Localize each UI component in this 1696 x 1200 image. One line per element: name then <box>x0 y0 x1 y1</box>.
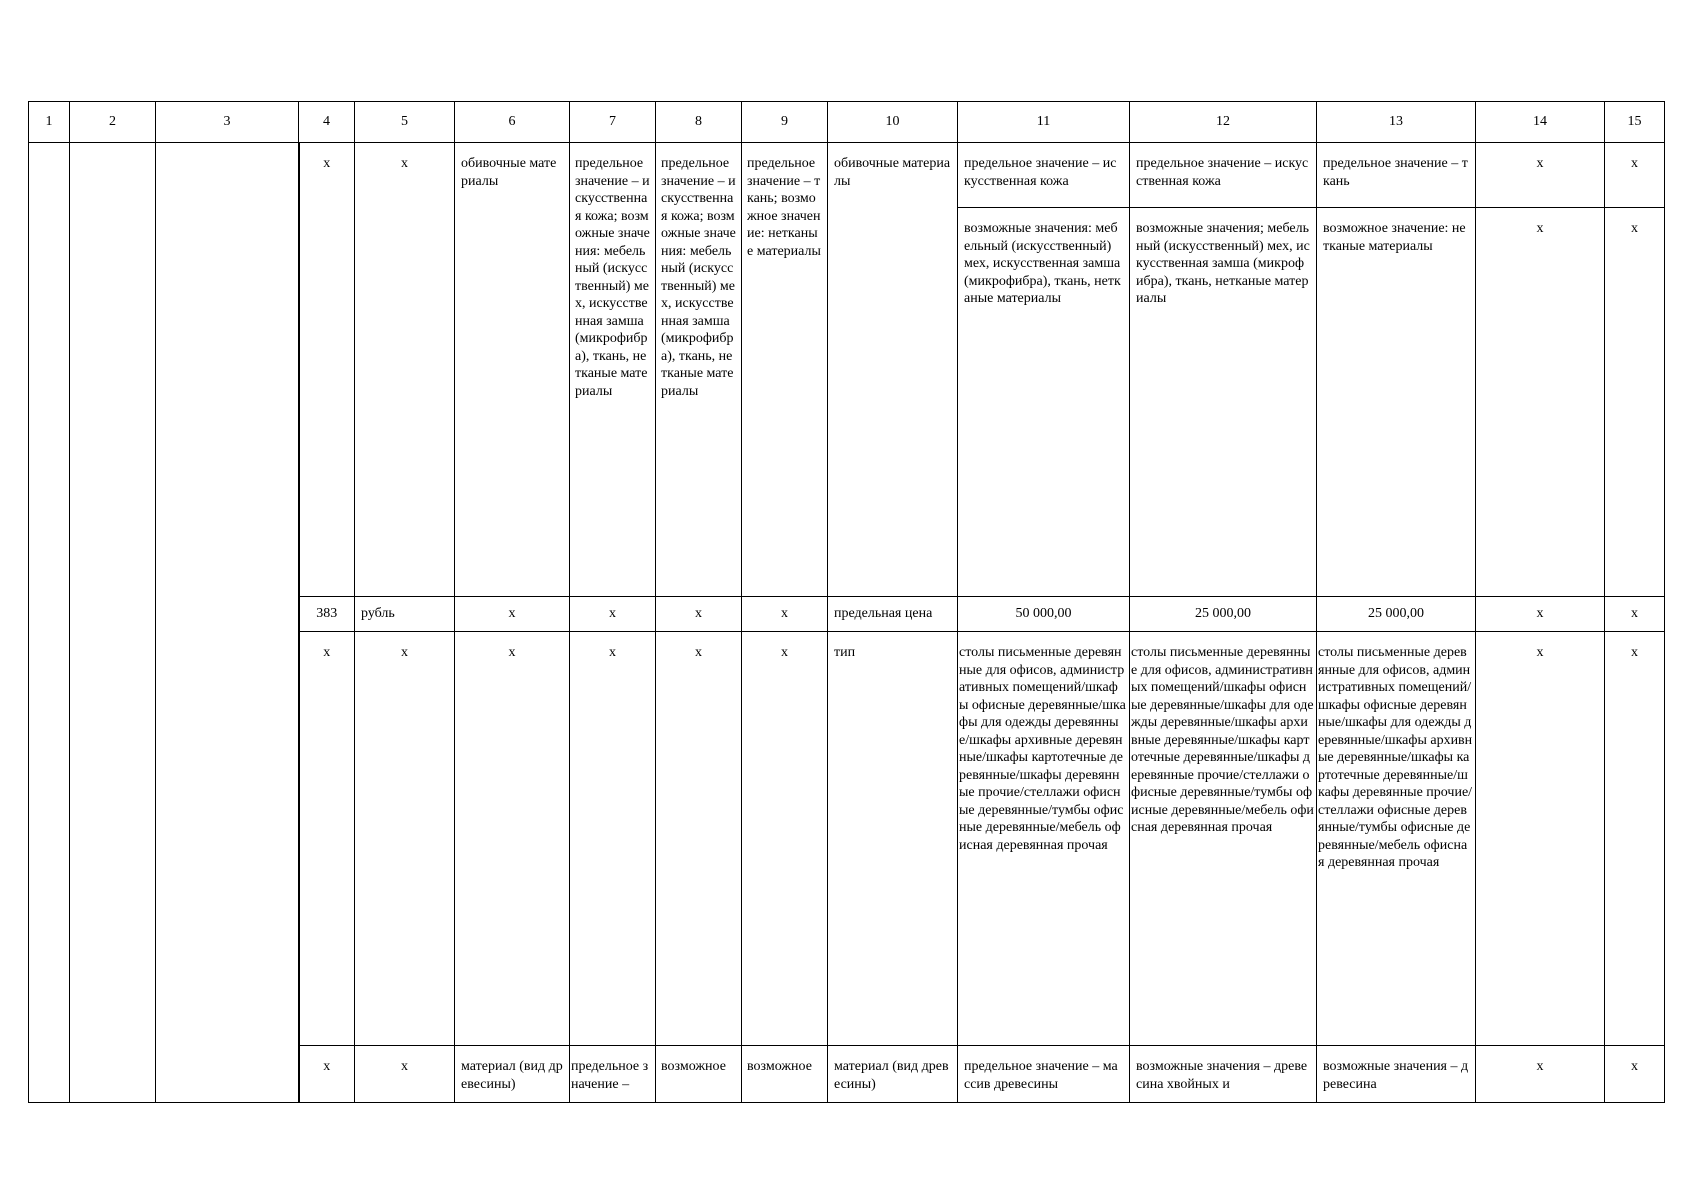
header-cell: 6 <box>455 102 570 143</box>
unit-name-cell: x <box>355 143 455 597</box>
value-cell: предельное значение – <box>570 1046 656 1103</box>
col3-merged-cell <box>156 143 299 1103</box>
value-cell: предельное значение – искусственная кожа <box>1130 143 1317 208</box>
unit-code-cell: x <box>299 143 355 597</box>
value-cell: предельное значение – ткань <box>1317 143 1476 208</box>
value-cell: возможные значения: мебельный (искусственный) мех, искусственная замша (микрофибра), ткань, нетканые материалы <box>958 208 1130 597</box>
unit-code-cell: 383 <box>299 597 355 632</box>
x-cell: x <box>1476 632 1605 1046</box>
x-cell: x <box>742 597 828 632</box>
x-cell: x <box>1605 597 1665 632</box>
x-cell: x <box>1605 208 1665 597</box>
price-cell: 25 000,00 <box>1130 597 1317 632</box>
value-cell: столы письменные деревянные для офисов, административных помещений/шкафы офисные деревянные/шкафы для одежды деревянные/шкафы архивные деревянные/шкафы картотечные деревянные/шкафы деревянные прочие/стеллажи офисные деревянные/тумбы офисные деревянные/мебель офисная деревянная прочая <box>958 632 1130 1046</box>
x-cell: x <box>455 597 570 632</box>
x-cell: x <box>1476 1046 1605 1103</box>
col2-merged-cell <box>70 143 156 1103</box>
x-cell: x <box>355 632 455 1046</box>
x-cell: x <box>742 632 828 1046</box>
header-cell: 13 <box>1317 102 1476 143</box>
header-cell: 5 <box>355 102 455 143</box>
characteristic-cell: материал (вид древесины) <box>455 1046 570 1103</box>
value-cell: возможное <box>742 1046 828 1103</box>
characteristic-cell: обивочные материалы <box>828 143 958 597</box>
header-cell: 15 <box>1605 102 1665 143</box>
value-cell: предельное значение – искусственная кожа; возможные значения: мебельный (искусственный) мех, искусственная замша (микрофибра), ткань, нетканые материалы <box>570 143 656 597</box>
characteristics-table <box>28 101 1665 1103</box>
value-cell: столы письменные деревянные для офисов, административных помещений/шкафы офисные деревянные/шкафы для одежды деревянные/шкафы архивные деревянные/шкафы картотечные деревянные/шкафы деревянные прочие/стеллажи офисные деревянные/тумбы офисные деревянные/мебель офисная деревянная прочая <box>1317 632 1476 1046</box>
characteristic-cell: тип <box>828 632 958 1046</box>
header-cell: 8 <box>656 102 742 143</box>
x-cell: x <box>299 1046 355 1103</box>
characteristic-cell: предельная цена <box>828 597 958 632</box>
value-cell: предельное значение – искусственная кожа; возможные значения: мебельный (искусственный) мех, искусственная замша (микрофибра), ткань, нетканые материалы <box>656 143 742 597</box>
x-cell: x <box>455 632 570 1046</box>
header-cell: 3 <box>156 102 299 143</box>
value-cell: возможные значения; мебельный (искусственный) мех, искусственная замша (микрофибра), ткань, нетканые материалы <box>1130 208 1317 597</box>
value-cell: возможное значение: нетканые материалы <box>1317 208 1476 597</box>
x-cell: x <box>1476 597 1605 632</box>
header-cell: 12 <box>1130 102 1317 143</box>
header-cell: 11 <box>958 102 1130 143</box>
x-cell: x <box>1605 632 1665 1046</box>
value-cell: предельное значение – искусственная кожа <box>958 143 1130 208</box>
x-cell: x <box>299 632 355 1046</box>
header-cell: 2 <box>70 102 156 143</box>
col1-merged-cell <box>29 143 70 1103</box>
x-cell: x <box>355 1046 455 1103</box>
value-cell: предельное значение – массив древесины <box>958 1046 1130 1103</box>
value-cell: возможные значения – древесина <box>1317 1046 1476 1103</box>
x-cell: x <box>570 597 656 632</box>
x-cell: x <box>1605 143 1665 208</box>
header-cell: 1 <box>29 102 70 143</box>
x-cell: x <box>1605 1046 1665 1103</box>
header-cell: 4 <box>299 102 355 143</box>
x-cell: x <box>656 597 742 632</box>
x-cell: x <box>1476 143 1605 208</box>
price-cell: 50 000,00 <box>958 597 1130 632</box>
header-cell: 14 <box>1476 102 1605 143</box>
x-cell: x <box>656 632 742 1046</box>
value-cell: столы письменные деревянные для офисов, административных помещений/шкафы офисные деревянные/шкафы для одежды деревянные/шкафы архивные деревянные/шкафы картотечные деревянные/шкафы деревянные прочие/стеллажи офисные деревянные/тумбы офисные деревянные/мебель офисная деревянная прочая <box>1130 632 1317 1046</box>
characteristic-cell: материал (вид древесины) <box>828 1046 958 1103</box>
x-cell: x <box>1476 208 1605 597</box>
header-cell: 10 <box>828 102 958 143</box>
header-cell: 9 <box>742 102 828 143</box>
x-cell: x <box>570 632 656 1046</box>
value-cell: возможное <box>656 1046 742 1103</box>
table-row <box>29 143 1665 208</box>
unit-name-cell: рубль <box>355 597 455 632</box>
characteristic-cell: обивочные материалы <box>455 143 570 597</box>
header-row <box>29 102 1665 143</box>
document-table-sheet <box>28 101 1664 1103</box>
price-cell: 25 000,00 <box>1317 597 1476 632</box>
value-cell: возможные значения – древесина хвойных и <box>1130 1046 1317 1103</box>
header-cell: 7 <box>570 102 656 143</box>
value-cell: предельное значение – ткань; возможное значение: нетканые материалы <box>742 143 828 597</box>
